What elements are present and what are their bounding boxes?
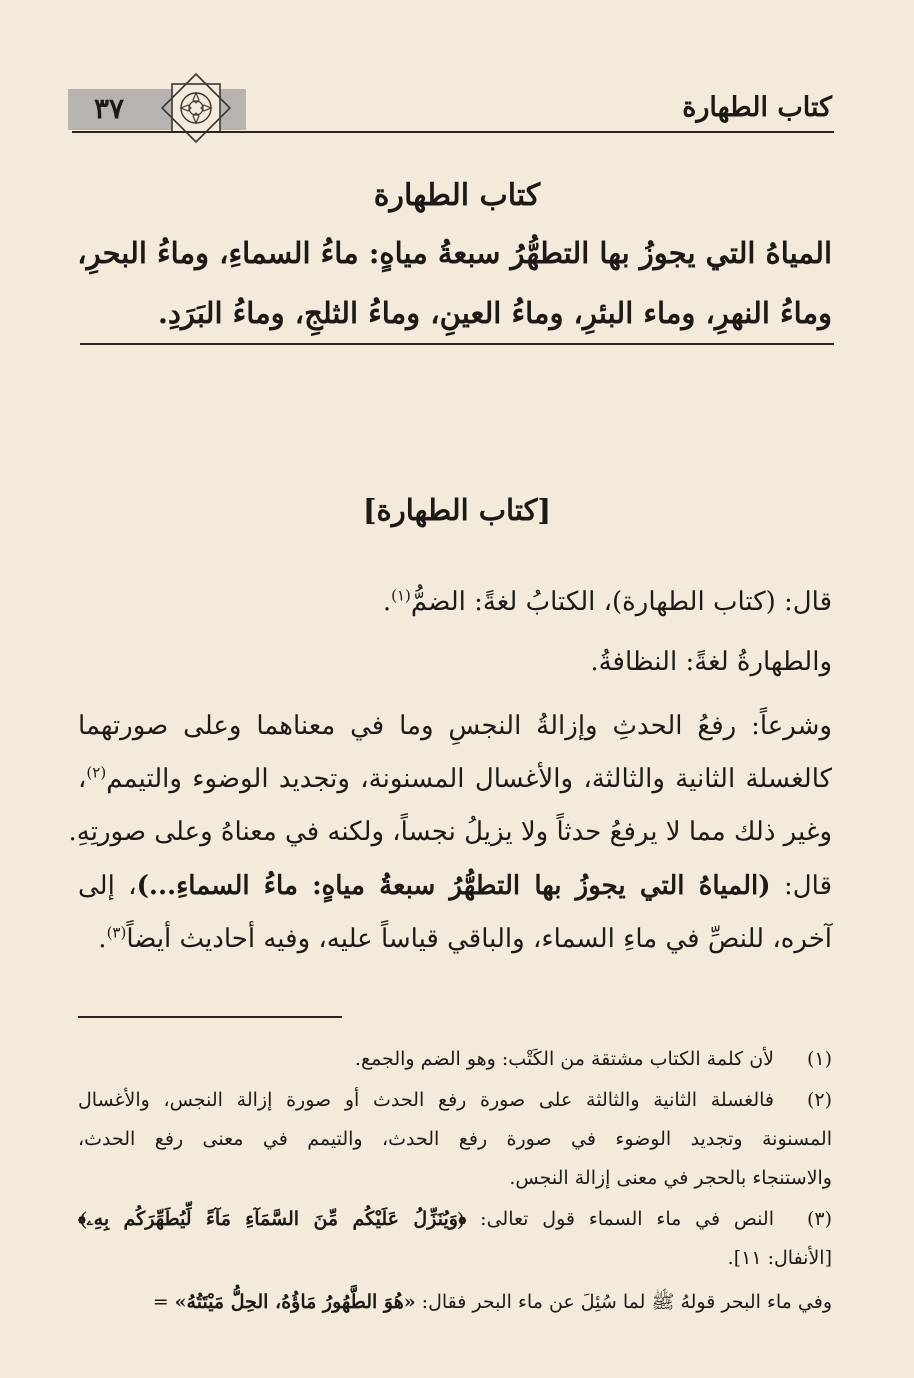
- running-title: كتاب الطهارة: [682, 92, 832, 123]
- paragraph-1: [78, 576, 832, 629]
- footnote-ref-1: (١): [391, 586, 411, 605]
- paragraph-4-line-2-end: .: [98, 924, 107, 954]
- footnote-3-continuation-mark: =: [152, 1291, 175, 1313]
- footnote-2-line-3: والاستنجاء بالحجر في معنى إزالة النجس.: [509, 1167, 832, 1189]
- footnote-3-hadith-line: [78, 1283, 832, 1322]
- matn-divider: [80, 343, 834, 345]
- matn-line-2: وماءُ النهرِ، وماء البئرِ، وماءُ العينِ، وماءُ الثلجِ، وماءُ البَرَدِ.: [157, 296, 832, 330]
- paragraph-2: والطهارةُ لغةً: النظافةُ.: [590, 647, 832, 677]
- footnote-ref-3: (٣): [106, 923, 127, 942]
- paragraph-4-lead: قال:: [770, 871, 833, 901]
- footnote-ref-2: (٢): [86, 763, 107, 782]
- footnote-1-number: (١): [806, 1048, 832, 1070]
- paragraph-1-text: قال: (كتاب الطهارة)، الكتابُ لغةً: الضمُّ: [410, 587, 832, 617]
- footnote-2-line-1: فالغسلة الثانية والثالثة على صورة رفع الحدث أو صورة إزالة النجس، والأغسال: [78, 1089, 774, 1111]
- footnote-3-line-2: [الأنفال: ١١].: [727, 1247, 832, 1269]
- footnote-2-line-2: المسنونة وتجديد الوضوء في صورة رفع الحدث، والتيمم في معنى رفع الحدث،: [78, 1128, 832, 1150]
- paragraph-3-line-2-end: ،: [78, 764, 87, 794]
- matn-title: كتاب الطهارة: [373, 178, 541, 213]
- page-number: ٣٧: [94, 92, 125, 125]
- paragraph-4-line-2: [78, 913, 832, 966]
- paragraph-3-line-2: [78, 753, 832, 806]
- paragraph-1-end: .: [382, 587, 392, 617]
- footnote-1: [78, 1040, 832, 1080]
- footnote-3: [78, 1200, 832, 1280]
- footnote-1-text: لأن كلمة الكتاب مشتقة من الكَتْب: وهو الضم والجمع.: [354, 1048, 774, 1070]
- paragraph-4-tail: ، إلى: [78, 871, 137, 901]
- footnote-3-lead: النص في ماء السماء قول تعالى:: [466, 1208, 774, 1230]
- footnote-3-number: (٣): [806, 1208, 832, 1230]
- sharh-title: [كتاب الطهارة]: [362, 493, 552, 527]
- paragraph-3-line-3: وغير ذلك مما لا يرفعُ حدثاً ولا يزيلُ نجساً، ولكنه في معناهُ وعلى صورتِهِ.: [68, 817, 832, 847]
- footnote-2: [78, 1081, 832, 1201]
- paragraph-4-line-2-text: آخره، للنصِّ في ماءِ السماء، والباقي قياساً عليه، وفيه أحاديث أيضاً: [126, 924, 832, 954]
- header-rule: [72, 131, 834, 133]
- matn-line-1: المياهُ التي يجوزُ بها التطهُّرُ سبعةُ مياهٍ: ماءُ السماءِ، وماءُ البحرِ،: [77, 236, 832, 270]
- footnote-3-quran-verse: ﴿وَيُنَزِّلُ عَلَيْكُم مِّنَ السَّمَآءِ مَآءً لِّيُطَهِّرَكُم بِهِۦ﴾: [78, 1208, 467, 1230]
- footnote-3-hadith-lead: وفي ماء البحر قولهُ ﷺ لما سُئِلَ عن ماء البحر فقال:: [415, 1291, 832, 1313]
- footnote-3-continued: [78, 1283, 832, 1323]
- paragraph-4-line-1: [78, 860, 832, 913]
- footnote-3-hadith-quote: «هُوَ الطَّهُورُ مَاؤُهُ، الحِلُّ مَيْتَتُهُ»: [174, 1291, 416, 1313]
- footnote-3-line-1: [78, 1200, 774, 1239]
- paragraph-4-quote: (المياهُ التي يجوزُ بها التطهُّرُ سبعةُ مياهٍ: ماءُ السماءِ...): [136, 871, 771, 901]
- paragraph-3-line-1: وشرعاً: رفعُ الحدثِ وإزالةُ النجسِ وما في معناهما وعلى صورتهما: [78, 711, 832, 741]
- octagonal-star-ornament: [158, 70, 234, 146]
- footnote-2-number: (٢): [806, 1089, 832, 1111]
- paragraph-3-line-2-text: كالغسلة الثانية والثالثة، والأغسال المسنونة، وتجديد الوضوء والتيمم: [106, 764, 832, 794]
- footnote-divider: [78, 1016, 342, 1018]
